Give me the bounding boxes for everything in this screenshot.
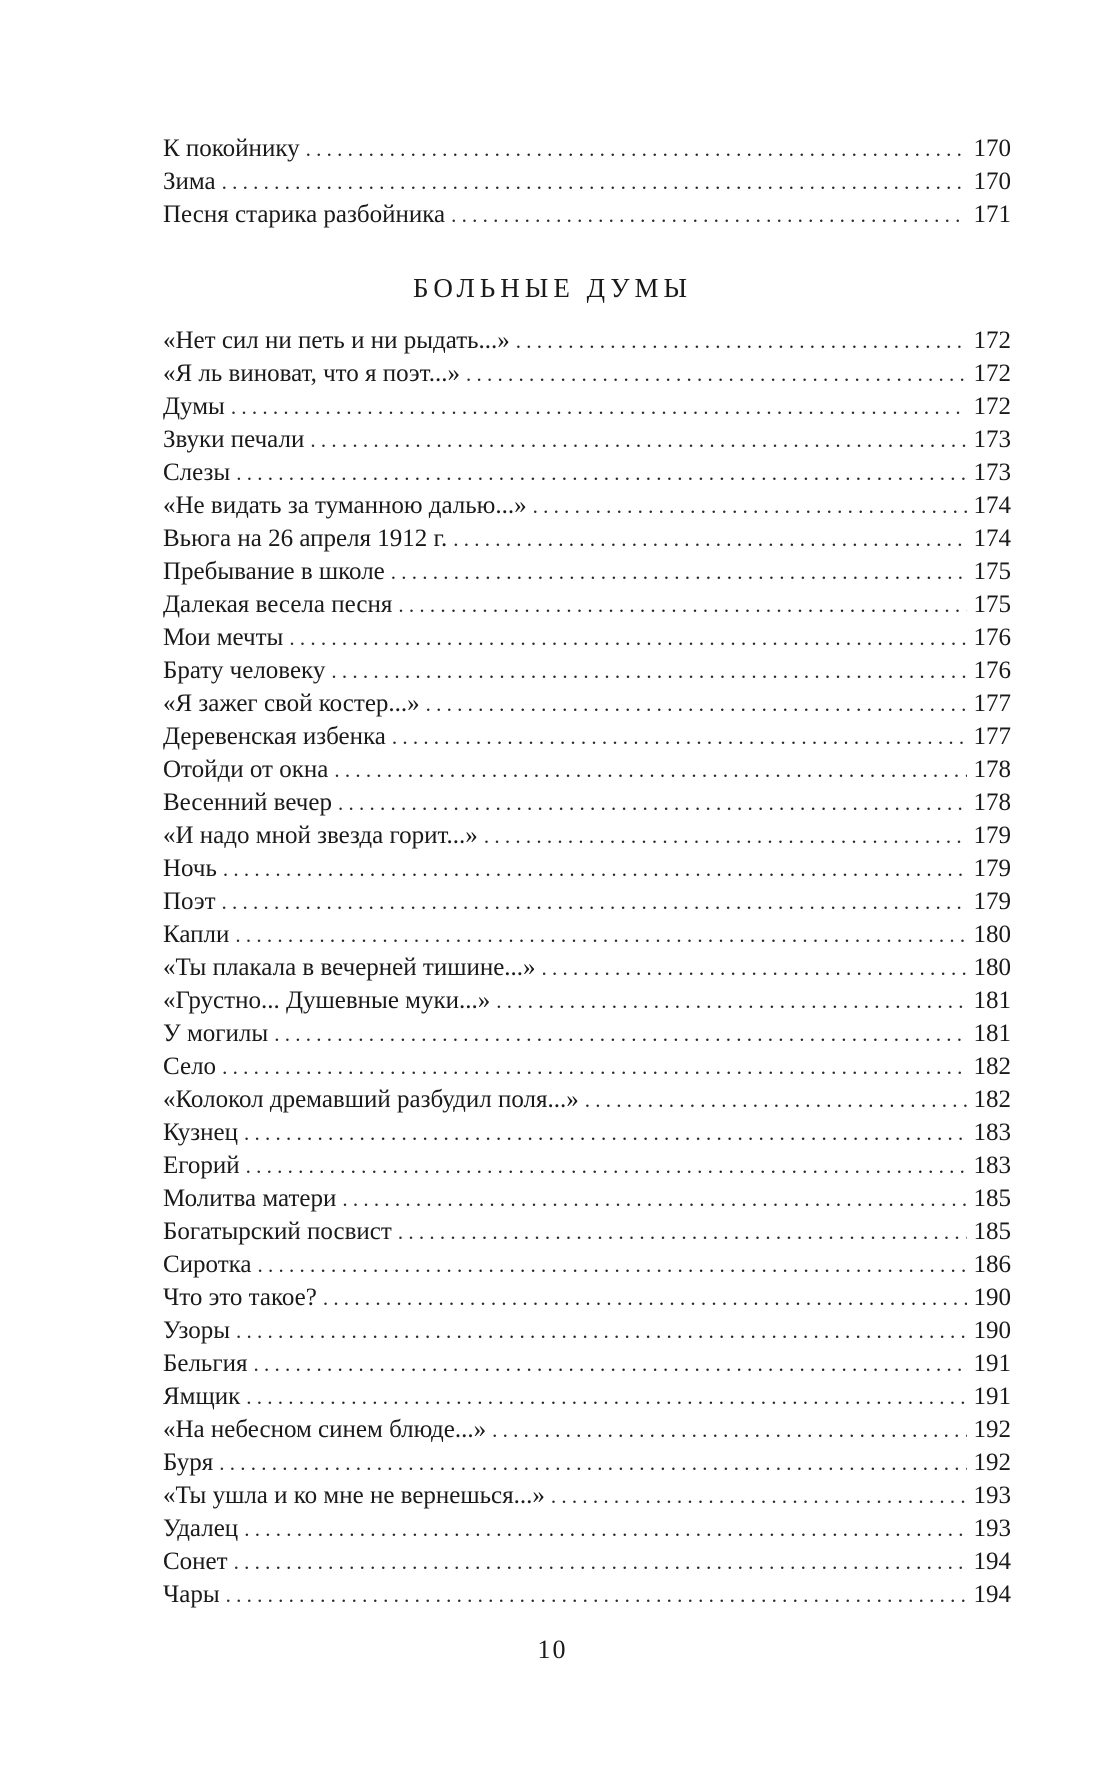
toc-entry-page: 181 <box>973 987 1011 1014</box>
toc-entry <box>163 951 1011 984</box>
toc-section-list <box>163 324 1011 1611</box>
toc-entry-title: Сиротка <box>163 1251 252 1278</box>
dot-leader <box>306 133 967 166</box>
toc-entry-page: 172 <box>973 327 1011 354</box>
toc-entry-title: Село <box>163 1053 217 1080</box>
dot-leader <box>244 1513 967 1546</box>
dot-leader <box>244 1117 967 1150</box>
toc-entry-page: 193 <box>973 1482 1011 1509</box>
dot-leader <box>342 1183 967 1216</box>
toc-entry-title: Брату человеку <box>163 657 326 684</box>
toc-entry-title: Ночь <box>163 855 217 882</box>
toc-entry-title: Вьюга на 26 апреля 1912 г. <box>163 525 448 552</box>
toc-entry-title: Слезы <box>163 459 231 486</box>
toc-entry-page: 185 <box>973 1218 1011 1245</box>
dot-leader <box>222 1051 967 1084</box>
toc-entry-title: «Я ль виноват, что я поэт...» <box>163 360 460 387</box>
toc-entry-page: 180 <box>973 954 1011 981</box>
toc-entry <box>163 1512 1011 1545</box>
toc-entry <box>163 324 1011 357</box>
toc-entry <box>163 819 1011 852</box>
toc-entry-page: 183 <box>973 1152 1011 1179</box>
toc-entry-title: Капли <box>163 921 230 948</box>
toc-entry-page: 173 <box>973 459 1011 486</box>
toc-entry <box>163 786 1011 819</box>
toc-entry <box>163 1116 1011 1149</box>
toc-entry <box>163 1149 1011 1182</box>
toc-entry-title: «Ты плакала в вечерней тишине...» <box>163 954 536 981</box>
toc-entry-title: Далекая весела песня <box>163 591 393 618</box>
toc-entry-title: К покойнику <box>163 135 300 162</box>
dot-leader <box>496 985 967 1018</box>
toc-entry <box>163 555 1011 588</box>
toc-entry <box>163 198 1011 231</box>
toc-entry <box>163 1413 1011 1446</box>
toc-entry-title: Звуки печали <box>163 426 305 453</box>
dot-leader <box>222 166 967 199</box>
dot-leader <box>426 688 967 721</box>
dot-leader <box>334 754 967 787</box>
toc-entry <box>163 1248 1011 1281</box>
toc-entry-title: Буря <box>163 1449 214 1476</box>
dot-leader <box>236 457 967 490</box>
toc-entry-page: 182 <box>973 1053 1011 1080</box>
dot-leader <box>258 1249 967 1282</box>
toc-entry-title: Сонет <box>163 1548 228 1575</box>
toc-entry-title: Егорий <box>163 1152 240 1179</box>
toc-entry-title: Песня старика разбойника <box>163 201 446 228</box>
toc-entry-title: Мои мечты <box>163 624 284 651</box>
toc-entry-title: «И надо мной звезда горит...» <box>163 822 478 849</box>
toc-entry-title: Бельгия <box>163 1350 248 1377</box>
toc-entry-title: Думы <box>163 393 225 420</box>
toc-entry <box>163 621 1011 654</box>
toc-entry-page: 180 <box>973 921 1011 948</box>
toc-entry <box>163 132 1011 165</box>
toc-entry-page: 192 <box>973 1449 1011 1476</box>
toc-entry-page: 175 <box>973 591 1011 618</box>
toc-entry <box>163 1347 1011 1380</box>
toc-entry <box>163 423 1011 456</box>
toc-entry-title: Удалец <box>163 1515 239 1542</box>
toc-entry-page: 176 <box>973 624 1011 651</box>
toc-entry-page: 179 <box>973 855 1011 882</box>
toc-entry-page: 185 <box>973 1185 1011 1212</box>
toc-entry-page: 186 <box>973 1251 1011 1278</box>
dot-leader <box>323 1282 967 1315</box>
toc-entry <box>163 687 1011 720</box>
toc-entry <box>163 1479 1011 1512</box>
toc-entry-page: 171 <box>973 201 1011 228</box>
page-number: 10 <box>537 1635 568 1664</box>
toc-entry-page: 194 <box>973 1548 1011 1575</box>
toc-entry-title: Ямщик <box>163 1383 241 1410</box>
toc-entry-title: Богатырский посвист <box>163 1218 392 1245</box>
toc-entry-title: Пребывание в школе <box>163 558 385 585</box>
toc-entry-title: Молитва матери <box>163 1185 337 1212</box>
dot-leader <box>338 787 967 820</box>
toc-entry-title: «На небесном синем блюде...» <box>163 1416 487 1443</box>
toc-entry-title: Кузнец <box>163 1119 239 1146</box>
dot-leader <box>223 853 967 886</box>
toc-entry <box>163 1545 1011 1578</box>
dot-leader <box>453 523 967 556</box>
dot-leader <box>310 424 967 457</box>
toc-entry-page: 194 <box>973 1581 1011 1608</box>
toc-entry <box>163 1578 1011 1611</box>
toc-entry-page: 174 <box>973 525 1011 552</box>
toc-entry-title: Весенний вечер <box>163 789 332 816</box>
dot-leader <box>398 589 967 622</box>
toc-entry-title: «Не видать за туманною далью...» <box>163 492 527 519</box>
toc-entry <box>163 357 1011 390</box>
toc-continued-list <box>163 132 1011 231</box>
toc-entry-page: 173 <box>973 426 1011 453</box>
toc-entry <box>163 654 1011 687</box>
dot-leader <box>542 952 967 985</box>
dot-leader <box>466 358 967 391</box>
toc-entry-page: 192 <box>973 1416 1011 1443</box>
toc-entry <box>163 1050 1011 1083</box>
toc-entry-page: 177 <box>973 723 1011 750</box>
toc-entry-title: Отойди от окна <box>163 756 329 783</box>
toc-entry-page: 174 <box>973 492 1011 519</box>
dot-leader <box>236 1315 967 1348</box>
dot-leader <box>289 622 967 655</box>
toc-entry <box>163 720 1011 753</box>
section-heading: БОЛЬНЫЕ ДУМЫ <box>413 273 692 303</box>
toc-entry-page: 177 <box>973 690 1011 717</box>
dot-leader <box>231 391 967 424</box>
toc-entry-page: 191 <box>973 1383 1011 1410</box>
toc-entry-page: 190 <box>973 1284 1011 1311</box>
toc-entry <box>163 1017 1011 1050</box>
toc-entry-page: 183 <box>973 1119 1011 1146</box>
dot-leader <box>274 1018 967 1051</box>
toc-entry-title: Узоры <box>163 1317 231 1344</box>
toc-entry-page: 178 <box>973 756 1011 783</box>
toc-entry <box>163 1446 1011 1479</box>
toc-entry-page: 172 <box>973 360 1011 387</box>
dot-leader <box>585 1084 967 1117</box>
toc-entry-page: 172 <box>973 393 1011 420</box>
toc-entry-page: 193 <box>973 1515 1011 1542</box>
toc-entry-page: 178 <box>973 789 1011 816</box>
toc-entry-page: 175 <box>973 558 1011 585</box>
dot-leader <box>484 820 967 853</box>
toc-entry-page: 170 <box>973 168 1011 195</box>
dot-leader <box>246 1381 967 1414</box>
toc-entry <box>163 390 1011 423</box>
toc-entry <box>163 984 1011 1017</box>
dot-leader <box>391 556 967 589</box>
toc-entry-page: 176 <box>973 657 1011 684</box>
toc-entry-title: Деревенская избенка <box>163 723 386 750</box>
toc-entry-title: Поэт <box>163 888 216 915</box>
toc-entry-title: Чары <box>163 1581 220 1608</box>
toc-entry-title: «Колокол дремавший разбудил поля...» <box>163 1086 579 1113</box>
toc-entry <box>163 489 1011 522</box>
toc-entry-page: 182 <box>973 1086 1011 1113</box>
toc-entry <box>163 165 1011 198</box>
dot-leader <box>235 919 967 952</box>
toc-entry <box>163 1314 1011 1347</box>
dot-leader <box>551 1480 967 1513</box>
dot-leader <box>533 490 967 523</box>
toc-entry <box>163 852 1011 885</box>
toc-entry-title: Зима <box>163 168 216 195</box>
toc-entry-page: 179 <box>973 822 1011 849</box>
dot-leader <box>226 1579 967 1612</box>
dot-leader <box>516 325 967 358</box>
toc-entry <box>163 918 1011 951</box>
dot-leader <box>219 1447 967 1480</box>
dot-leader <box>253 1348 967 1381</box>
dot-leader <box>451 199 967 232</box>
toc-entry <box>163 456 1011 489</box>
toc-entry-title: «Ты ушла и ко мне не вернешься...» <box>163 1482 545 1509</box>
toc-entry-page: 179 <box>973 888 1011 915</box>
toc-entry-title: Что это такое? <box>163 1284 317 1311</box>
toc-entry <box>163 1380 1011 1413</box>
toc-entry-page: 190 <box>973 1317 1011 1344</box>
toc-entry-title: «Грустно... Душевные муки...» <box>163 987 491 1014</box>
toc-entry <box>163 885 1011 918</box>
dot-leader <box>331 655 967 688</box>
dot-leader <box>492 1414 967 1447</box>
toc-entry-title: «Я зажег свой костер...» <box>163 690 420 717</box>
toc-entry <box>163 1215 1011 1248</box>
toc-entry-page: 170 <box>973 135 1011 162</box>
toc-entry-title: «Нет сил ни петь и ни рыдать...» <box>163 327 510 354</box>
toc-entry-title: У могилы <box>163 1020 269 1047</box>
toc-entry <box>163 753 1011 786</box>
dot-leader <box>246 1150 967 1183</box>
toc-entry <box>163 522 1011 555</box>
dot-leader <box>398 1216 967 1249</box>
toc-entry-page: 191 <box>973 1350 1011 1377</box>
dot-leader <box>222 886 967 919</box>
toc-entry <box>163 1182 1011 1215</box>
toc-entry <box>163 1083 1011 1116</box>
toc-entry <box>163 588 1011 621</box>
dot-leader <box>392 721 967 754</box>
dot-leader <box>234 1546 967 1579</box>
toc-entry <box>163 1281 1011 1314</box>
toc-entry-page: 181 <box>973 1020 1011 1047</box>
